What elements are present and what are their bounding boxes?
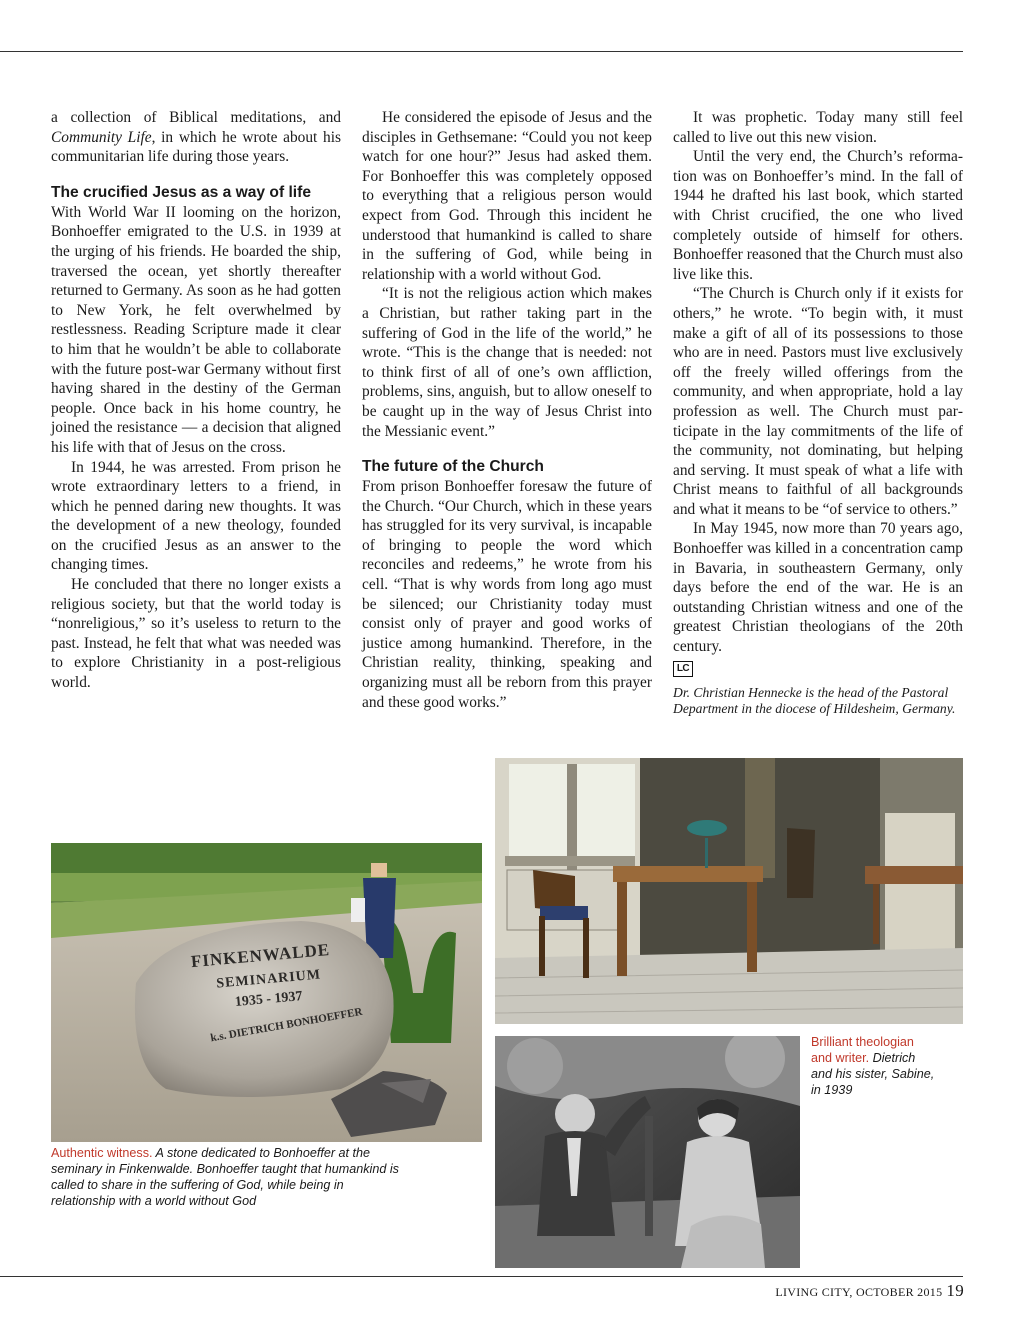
- article-column-3: [673, 108, 963, 718]
- stone-photo-image: [51, 843, 482, 1142]
- stone-photo: [51, 843, 482, 1142]
- portrait-photo-image: [495, 1036, 800, 1268]
- publication-name: LIVING CITY, OCTOBER 2015: [775, 1285, 943, 1299]
- stone-engraving-line: 1935 - 1937: [234, 989, 304, 1010]
- paragraph: With World War II looming on the horizon, Bonhoeffer emigrated to the U.S. in 1939 at the urging of his friends. He boarded the ship, traversed the ocean, yet shortly thereafter returned to Germany. As soon as he had gotten to New York, he felt overwhelmed by restlessness. Reading Scripture made it clear to him that he wouldn’t be able to collaborate with the future post-war Germany without first having shared in the destiny of the German people. Once back in his home country, he joined the resistance — a decision that aligned his life with that of Jesus on the cross.: [51, 203, 341, 456]
- paragraph: In 1944, he was arrested. From prison he wrote extraordinary letters to a friend, in which he penned daring new thoughts. It was the development of a new theology, founded on the crucified Jesus as an answer to the changing times.: [51, 458, 341, 574]
- paragraph: “It is not the religious action which makes a Christian, but rather taking part in the suffering of God in the life of the world,” he wrote. “This is the change that is needed: not to think first of all of one’s own affliction, problems, sins, anguish, but to allow oneself to be caught up in the way of Jesus Christ into the Messianic event.”: [362, 285, 652, 440]
- article-column-2: [362, 108, 652, 712]
- paragraph: He considered the episode of Jesus and the disciples in Gethsemane: “Could you not keep watch for one hour?” Jesus had asked them. For Bonhoeffer this was completely opposed to everything that a religious person would expect from God. Through this incident he understood that humankind is called to share in the suffering of God, while being in relationship with a world without God.: [362, 109, 652, 283]
- lc-logo-icon: LC: [673, 661, 693, 677]
- section-heading: The crucified Jesus as a way of life: [51, 183, 311, 201]
- stone-engraving-line: k.s. DIETRICH BONHOEFFER: [209, 1005, 364, 1045]
- paragraph: a collection of Biblical meditations, and Community Life, in which he wrote about his communitarian life during those years.: [51, 109, 341, 166]
- end-marks: [935, 640, 963, 656]
- portrait-photo-caption: Brilliant theologian and writer. Dietrich and his sister, Sabine, in 1939: [811, 1035, 935, 1097]
- paragraph: “The Church is Church only if it exists for others,” he wrote. “To begin with, it must make a gift of all of its possessions to those who are in need. Pastors must live exclusively off the freely willed offerings from the community, and when appropriate, hold a lay profession as well. The Church must participate in the lay commitments of the life of the community, not dominating, but helping and serving. It must speak of what a life with Christ means to faithful of all backgrounds and what it means to be “of service to others.”: [673, 285, 963, 518]
- author-bio: Dr. Christian Hennecke is the head of the Pastoral Department in the diocese of Hildesheim, Germany.: [673, 684, 956, 717]
- stone-engraving-line: SEMINARIUM: [215, 967, 322, 992]
- stone-engraving-line: FINKENWALDE: [190, 939, 331, 972]
- portrait-photo: [495, 1036, 800, 1268]
- article-column-1: [51, 108, 341, 693]
- german-flag-icon: [935, 640, 963, 656]
- bottom-rule: [0, 1276, 963, 1277]
- paragraph: It was prophetic. Today many still feel called to live out this new vision.: [673, 109, 963, 146]
- paragraph: In May 1945, now more than 70 years ago, Bonhoeffer was killed in a concentration camp in Bavaria, in southeastern Germany, only days before the end of the war. He is an outstanding Christian witness and one of the greatest Christian theologians of the 20th century.: [673, 520, 963, 656]
- stone-photo-caption: Authentic witness. A stone dedicated to Bonhoeffer at the seminary in Finkenwalde. Bonhoeffer taught that humankind is called to share in the suffering of God, while being in relationship with a world without God: [51, 1146, 399, 1208]
- paragraph: From prison Bonhoeffer foresaw the future of the Church. “Our Church, which in these years has struggled for its very survival, is incapable of bringing to people the word which reconciles and redeems,” he wrote from his cell. “That is why words from long ago must be silenced; our Christianity today must consist only of prayer and good works of justice among humankind. Therefore, in the Christian reality, thinking, speaking and organizing must all be reborn from this prayer and these good works.”: [362, 478, 652, 711]
- paragraph: Until the very end, the Church’s reformation was on Bonhoeffer’s mind. In the fall of 1944 he drafted his last book, which started with Christ crucified, the one who lived completely outside of himself for others. Bonhoeffer reasoned that the Church must also live like this.: [673, 148, 963, 283]
- room-photo-image: [495, 758, 963, 1024]
- page-number: 19: [946, 1281, 964, 1300]
- section-heading: The future of the Church: [362, 458, 544, 476]
- page-footer: [775, 1281, 964, 1301]
- top-rule: [0, 51, 963, 52]
- paragraph: He concluded that there no longer exists a religious society, but that the world today is “nonreligious,” so it’s useless to return to the past. Instead, he felt that what was needed was to explore Christianity in a post-religious world.: [51, 576, 341, 692]
- room-photo: [495, 758, 963, 1024]
